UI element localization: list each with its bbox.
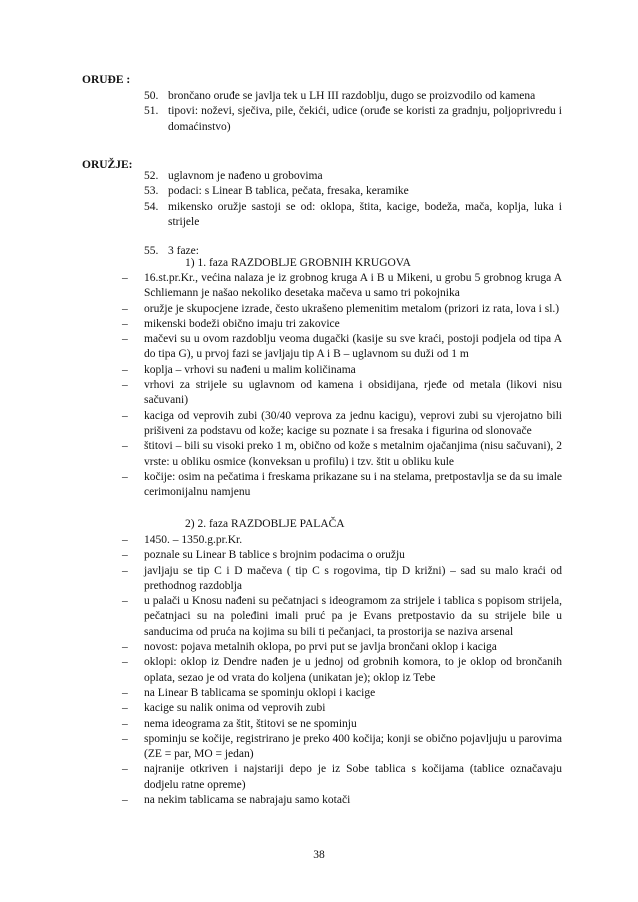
list-item — [122, 533, 562, 548]
item-text: novost: pojava metalnih oklopa, po prvi put se javlja brončani oklop i kaciga — [144, 641, 497, 654]
list-item — [122, 378, 562, 409]
item-number: 51. — [144, 105, 159, 118]
item-number: 54. — [144, 200, 159, 213]
phase2-list — [122, 533, 562, 808]
item-text: najranije otkriven i najstariji depo je iz Sobe tablica s kočijama (tablice označavaju dodjelu ratne opreme) — [144, 763, 562, 791]
list-item — [130, 169, 562, 184]
dash-bullet: – — [122, 302, 128, 315]
dash-bullet: – — [122, 317, 128, 330]
item-text: nema ideograma za štit, štitovi se ne spominju — [144, 717, 357, 730]
item-text: mikensko oružje sastoji se od: oklopa, štita, kacige, bodeža, mača, koplja, luka i strijele — [168, 200, 562, 228]
list-item — [122, 655, 562, 686]
item-text: podaci: s Linear B tablica, pečata, fresaka, keramike — [168, 185, 409, 198]
phase1-title: 1) 1. faza RAZDOBLJE GROBNIH KRUGOVA — [185, 257, 411, 269]
item-text: štitovi – bili su visoki preko 1 m, obično od kože s metalnim ojačanjima (nisu sačuvani), 2 vrste: u obliku osmice (konveksan u profilu) i tzv. štit u obliku kule — [144, 440, 562, 468]
dash-bullet: – — [122, 732, 128, 745]
phase2-title: 2) 2. faza RAZDOBLJE PALAČA — [185, 518, 345, 530]
list-item — [122, 762, 562, 793]
list-item — [122, 564, 562, 595]
item-text: kočije: osim na pečatima i freskama prikazane su i na stelama, pretpostavlja se da su imale cerimonijalnu namjenu — [144, 470, 562, 499]
orudje-list — [130, 89, 562, 135]
dash-bullet: – — [122, 595, 128, 608]
item-text: kaciga od veprovih zubi (30/40 veprova za jednu kacigu), veprovi zubi su vjerojatno bili prišiveni za podstavu od kože; kacige su poznate i sa fresaka i figurina od slonovače — [144, 409, 562, 437]
list-item — [122, 686, 562, 701]
list-item — [122, 701, 562, 716]
dash-bullet: – — [122, 794, 128, 807]
heading-oruzje: ORUŽJE: — [82, 159, 133, 171]
list-item — [122, 470, 562, 501]
list-item — [122, 409, 562, 440]
item-text: na nekim tablicama se nabrajaju samo kotači — [144, 794, 351, 807]
list-item — [122, 317, 562, 332]
list-item — [130, 104, 562, 135]
item-text: u palači u Knosu nađeni su pečatnjaci s ideogramom za strijele i tablica s popisom strijela, pečatnjaci su na poleđini imali pruć pa je Evans pretpostavio da su strijele bile u sanducima od pruća na kojima su bili ti pečanjaci, ta prostorija se naziva arsenal — [144, 595, 562, 638]
dash-bullet: – — [122, 564, 128, 577]
item-text: tipovi: noževi, sječiva, pile, čekići, udice (oruđe se koristi za gradnju, poljoprivredu i domaćinstvo) — [168, 105, 562, 133]
dash-bullet: – — [122, 549, 128, 562]
heading-orudje: ORUĐE : — [82, 74, 131, 86]
item-number: 53. — [144, 185, 159, 198]
dash-bullet: – — [122, 272, 128, 284]
item-text: kacige su nalik onima od veprovih zubi — [144, 702, 326, 715]
dash-bullet: – — [122, 686, 128, 699]
item-number: 50. — [144, 90, 159, 102]
item-text: poznale su Linear B tablice s brojnim podacima o oružju — [144, 549, 405, 562]
list-item — [122, 302, 562, 317]
dash-bullet: – — [122, 702, 128, 715]
item-text: 1450. – 1350.g.pr.Kr. — [144, 534, 243, 546]
item-number: 55. — [144, 245, 159, 257]
list-item — [122, 594, 562, 640]
dash-bullet: – — [122, 641, 128, 654]
dash-bullet: – — [122, 717, 128, 730]
dash-bullet: – — [122, 379, 128, 392]
item-text: oklopi: oklop iz Dendre nađen je u jednoj od grobnih komora, to je oklop od brončanih oplata, sezao je od vrata do koljena (unikatan je); oklop iz Tebe — [144, 656, 562, 684]
item-text: javljaju se tip C i D mačeva ( tip C s rogovima, tip D križni) – sad su malo kraći od prethodnog razdoblja — [144, 564, 562, 592]
item-text: 3 faze: — [168, 245, 199, 257]
oruzje-list — [130, 169, 562, 230]
list-item — [122, 793, 562, 808]
item-text: brončano oruđe se javlja tek u LH III razdoblju, dugo se proizvodilo od kamena — [168, 90, 536, 102]
phase1-list — [122, 271, 562, 500]
item-text: mačevi su u ovom razdoblju veoma dugački (kasije su sve kraći, postoji podjela od tipa A do tipa G), u prvoj fazi se javljaju tip A i B – uglavnom su duži od 1 m — [144, 333, 562, 361]
dash-bullet: – — [122, 333, 128, 346]
list-item — [130, 200, 562, 231]
dash-bullet: – — [122, 763, 128, 776]
item-number: 52. — [144, 170, 159, 182]
dash-bullet: – — [122, 409, 128, 422]
list-item — [122, 332, 562, 363]
item-text: 16.st.pr.Kr., većina nalaza je iz grobnog kruga A i B u Mikeni, u grobu 5 grobnog kruga A Schliemann je našao nekoliko desetaka mačeva u samo tri pokojnika — [144, 272, 562, 300]
dash-bullet: – — [122, 656, 128, 669]
list-item — [122, 271, 562, 302]
list-item — [122, 363, 562, 378]
list-item — [122, 732, 562, 763]
page-number: 38 — [313, 849, 325, 861]
list-item — [122, 640, 562, 655]
list-item — [130, 184, 562, 199]
item-text: vrhovi za strijele su uglavnom od kamena i obsidijana, rjeđe od metala (likovi nisu sačuvani) — [144, 379, 562, 407]
dash-bullet: – — [122, 470, 128, 483]
list-item — [122, 548, 562, 563]
item-text: oružje je skupocjene izrade, često ukrašeno plemenitim metalom (prizori iz rata, lova i sl.) — [144, 302, 560, 315]
item-text: koplja – vrhovi su nađeni u malim količinama — [144, 363, 356, 376]
list-item — [130, 89, 562, 104]
item-text: uglavnom je nađeno u grobovima — [168, 170, 323, 182]
list-item — [122, 439, 562, 470]
item-text: mikenski bodeži obično imaju tri zakovice — [144, 317, 340, 330]
list-item — [122, 717, 562, 732]
item-text: spominju se kočije, registrirano je preko 400 kočija; konji se obično pojavljuju u parovima (ZE = par, MO = jedan) — [144, 732, 562, 761]
dash-bullet: – — [122, 440, 128, 453]
dash-bullet: – — [122, 363, 128, 376]
dash-bullet: – — [122, 534, 128, 546]
item-text: na Linear B tablicama se spominju oklopi i kacige — [144, 686, 376, 699]
